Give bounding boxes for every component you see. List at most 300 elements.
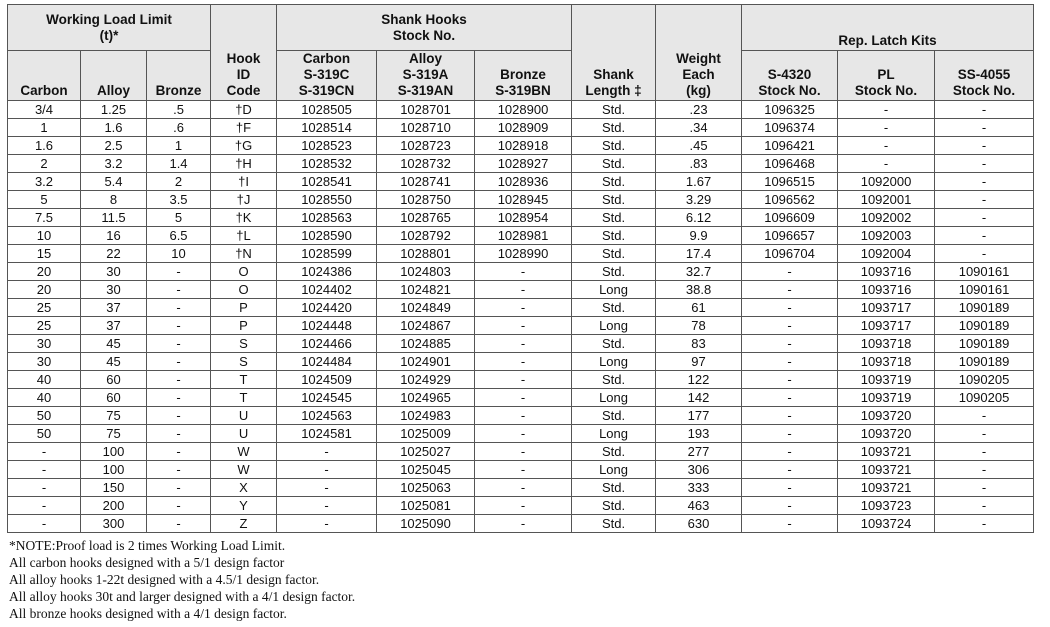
alloy-wll-cell: 22: [81, 245, 147, 263]
pl-cell: 1092004: [838, 245, 935, 263]
carbon-wll-cell: 5: [8, 191, 81, 209]
shank-length-cell: Std.: [572, 155, 656, 173]
carbon-stock-cell: 1028550: [277, 191, 377, 209]
shank-length-cell: Long: [572, 461, 656, 479]
table-row: [8, 479, 1034, 497]
alloy-stock-header: [377, 51, 475, 101]
ss4055-cell: 1090161: [935, 281, 1034, 299]
alloy-wll-cell: 45: [81, 335, 147, 353]
s4320-cell: -: [742, 371, 838, 389]
s4320-cell: 1096657: [742, 227, 838, 245]
carbon-stock-cell: 1028523: [277, 137, 377, 155]
alloy-stock-cell: 1024929: [377, 371, 475, 389]
s4320-cell: 1096515: [742, 173, 838, 191]
alloy-stock-cell: 1028710: [377, 119, 475, 137]
carbon-wll-label: Carbon: [20, 83, 68, 98]
carbon-wll-cell: 20: [8, 263, 81, 281]
weight-cell: 83: [656, 335, 742, 353]
alloy-wll-cell: 30: [81, 263, 147, 281]
alloy-stock-cell: 1024901: [377, 353, 475, 371]
ss4055-cell: -: [935, 479, 1034, 497]
alloy-wll-cell: 75: [81, 425, 147, 443]
hook-id-cell: †J: [211, 191, 277, 209]
ss4055-cell: -: [935, 515, 1034, 533]
bronze-wll-cell: -: [147, 407, 211, 425]
alloy-stock-cell: 1025027: [377, 443, 475, 461]
ss4055-cell: 1090161: [935, 263, 1034, 281]
s4320-cell: -: [742, 461, 838, 479]
weight-cell: .45: [656, 137, 742, 155]
bronze-stock-cell: 1028900: [475, 101, 572, 119]
weight-cell: 463: [656, 497, 742, 515]
weight-cell: 32.7: [656, 263, 742, 281]
alloy-wll-cell: 200: [81, 497, 147, 515]
carbon-stock-cell: 1028541: [277, 173, 377, 191]
bronze-stock-cell: -: [475, 299, 572, 317]
alloy-wll-cell: 75: [81, 407, 147, 425]
pl-cell: -: [838, 137, 935, 155]
table-row: [8, 443, 1034, 461]
carbon-stock-line3: S-319CN: [298, 83, 355, 98]
weight-line1: Weight: [676, 51, 721, 66]
carbon-stock-cell: 1028514: [277, 119, 377, 137]
hook-spec-table: [7, 4, 1034, 533]
bronze-wll-cell: -: [147, 479, 211, 497]
s4320-line1: S-4320: [767, 67, 812, 82]
bronze-wll-header: [147, 51, 211, 101]
alloy-wll-cell: 60: [81, 371, 147, 389]
note-line: All carbon hooks designed with a 5/1 design factor: [9, 555, 285, 570]
alloy-wll-cell: 150: [81, 479, 147, 497]
carbon-wll-cell: 40: [8, 371, 81, 389]
carbon-stock-cell: 1028563: [277, 209, 377, 227]
shank-hooks-stock-header: [277, 5, 572, 51]
table-row: [8, 497, 1034, 515]
ss4055-cell: 1090189: [935, 299, 1034, 317]
carbon-wll-cell: 1: [8, 119, 81, 137]
carbon-stock-cell: 1024563: [277, 407, 377, 425]
hook-id-cell: †K: [211, 209, 277, 227]
hook-id-cell: Y: [211, 497, 277, 515]
alloy-stock-cell: 1025081: [377, 497, 475, 515]
s4320-cell: 1096468: [742, 155, 838, 173]
bronze-wll-cell: .6: [147, 119, 211, 137]
alloy-stock-cell: 1024803: [377, 263, 475, 281]
pl-cell: 1093719: [838, 389, 935, 407]
alloy-stock-cell: 1025045: [377, 461, 475, 479]
bronze-stock-cell: 1028909: [475, 119, 572, 137]
alloy-stock-cell: 1024965: [377, 389, 475, 407]
note-line: All bronze hooks designed with a 4/1 design factor.: [9, 606, 287, 621]
table-body: [8, 101, 1034, 533]
carbon-stock-cell: -: [277, 497, 377, 515]
table-row: [8, 155, 1034, 173]
latch-group-title: Rep. Latch Kits: [838, 33, 937, 48]
shank-length-line2: Length ‡: [585, 83, 642, 98]
table-row: [8, 317, 1034, 335]
bronze-wll-cell: -: [147, 317, 211, 335]
carbon-stock-cell: -: [277, 461, 377, 479]
carbon-wll-cell: 50: [8, 407, 81, 425]
s4320-cell: -: [742, 317, 838, 335]
table-row: [8, 101, 1034, 119]
hook-id-cell: T: [211, 371, 277, 389]
carbon-stock-cell: 1028590: [277, 227, 377, 245]
carbon-wll-cell: -: [8, 497, 81, 515]
alloy-wll-cell: 16: [81, 227, 147, 245]
weight-cell: 9.9: [656, 227, 742, 245]
bronze-stock-cell: 1028936: [475, 173, 572, 191]
alloy-wll-cell: 100: [81, 461, 147, 479]
shank-length-cell: Std.: [572, 245, 656, 263]
shank-length-cell: Long: [572, 353, 656, 371]
bronze-stock-cell: -: [475, 281, 572, 299]
bronze-stock-cell: -: [475, 407, 572, 425]
weight-cell: 97: [656, 353, 742, 371]
hook-id-cell: †L: [211, 227, 277, 245]
hook-id-cell: S: [211, 353, 277, 371]
s4320-cell: -: [742, 353, 838, 371]
table-row: [8, 371, 1034, 389]
weight-cell: 122: [656, 371, 742, 389]
shank-length-cell: Long: [572, 425, 656, 443]
wll-title: Working Load Limit: [46, 12, 172, 27]
alloy-stock-cell: 1028723: [377, 137, 475, 155]
alloy-stock-cell: 1024821: [377, 281, 475, 299]
carbon-wll-cell: 7.5: [8, 209, 81, 227]
shank-length-cell: Std.: [572, 515, 656, 533]
s4320-cell: -: [742, 407, 838, 425]
carbon-wll-cell: 30: [8, 353, 81, 371]
bronze-stock-cell: -: [475, 461, 572, 479]
alloy-stock-cell: 1028701: [377, 101, 475, 119]
bronze-stock-cell: -: [475, 389, 572, 407]
shank-length-cell: Std.: [572, 227, 656, 245]
pl-cell: 1093717: [838, 299, 935, 317]
bronze-wll-cell: -: [147, 443, 211, 461]
working-load-limit-header: [8, 5, 211, 51]
carbon-wll-header: [8, 51, 81, 101]
pl-cell: 1093716: [838, 263, 935, 281]
table-row: [8, 281, 1034, 299]
bronze-wll-cell: -: [147, 515, 211, 533]
shank-length-cell: Std.: [572, 119, 656, 137]
note-line: All alloy hooks 30t and larger designed with a 4/1 design factor.: [9, 589, 356, 604]
shank-length-cell: Std.: [572, 191, 656, 209]
s4320-cell: -: [742, 443, 838, 461]
table-row: [8, 191, 1034, 209]
shank-group-line2: Stock No.: [392, 28, 456, 43]
s4320-cell: 1096374: [742, 119, 838, 137]
carbon-wll-cell: -: [8, 515, 81, 533]
alloy-stock-cell: 1028765: [377, 209, 475, 227]
carbon-wll-cell: 30: [8, 335, 81, 353]
ss4055-cell: 1090189: [935, 317, 1034, 335]
ss4055-cell: -: [935, 173, 1034, 191]
shank-length-cell: Std.: [572, 443, 656, 461]
alloy-wll-cell: 5.4: [81, 173, 147, 191]
weight-cell: 6.12: [656, 209, 742, 227]
alloy-stock-cell: 1028741: [377, 173, 475, 191]
hook-id-cell: Z: [211, 515, 277, 533]
alloy-wll-cell: 1.25: [81, 101, 147, 119]
table-row: [8, 173, 1034, 191]
carbon-stock-cell: 1024509: [277, 371, 377, 389]
carbon-stock-cell: 1024448: [277, 317, 377, 335]
pl-cell: 1093723: [838, 497, 935, 515]
carbon-wll-cell: 3.2: [8, 173, 81, 191]
hook-id-cell: O: [211, 281, 277, 299]
ss4055-cell: -: [935, 191, 1034, 209]
shank-length-cell: Long: [572, 389, 656, 407]
weight-cell: .83: [656, 155, 742, 173]
ss4055-cell: -: [935, 227, 1034, 245]
pl-cell: 1093720: [838, 425, 935, 443]
bronze-wll-cell: 6.5: [147, 227, 211, 245]
weight-line3: (kg): [686, 83, 711, 98]
s4320-cell: 1096325: [742, 101, 838, 119]
alloy-wll-cell: 11.5: [81, 209, 147, 227]
pl-stock-header: [838, 51, 935, 101]
pl-line1: PL: [877, 67, 895, 82]
alloy-stock-cell: 1025009: [377, 425, 475, 443]
bronze-wll-cell: 1: [147, 137, 211, 155]
hook-id-cell: U: [211, 407, 277, 425]
bronze-stock-cell: 1028918: [475, 137, 572, 155]
table-row: [8, 137, 1034, 155]
hook-id-cell: †N: [211, 245, 277, 263]
table-row: [8, 353, 1034, 371]
ss4055-cell: -: [935, 425, 1034, 443]
ss4055-cell: -: [935, 245, 1034, 263]
table-header: [8, 5, 1034, 101]
carbon-stock-cell: 1024484: [277, 353, 377, 371]
alloy-wll-cell: 2.5: [81, 137, 147, 155]
pl-cell: 1093721: [838, 461, 935, 479]
bronze-stock-cell: -: [475, 425, 572, 443]
weight-line2: Each: [682, 67, 715, 82]
bronze-stock-cell: 1028927: [475, 155, 572, 173]
note-line: *NOTE:Proof load is 2 times Working Load Limit.: [9, 538, 286, 553]
carbon-wll-cell: 25: [8, 299, 81, 317]
table-row: [8, 119, 1034, 137]
alloy-wll-header: [81, 51, 147, 101]
s4320-cell: -: [742, 335, 838, 353]
hook-id-cell: W: [211, 461, 277, 479]
alloy-wll-cell: 1.6: [81, 119, 147, 137]
alloy-stock-cell: 1028792: [377, 227, 475, 245]
alloy-stock-cell: 1024983: [377, 407, 475, 425]
ss4055-cell: -: [935, 209, 1034, 227]
alloy-stock-line1: Alloy: [409, 51, 443, 66]
pl-cell: 1093721: [838, 479, 935, 497]
weight-cell: 38.8: [656, 281, 742, 299]
ss4055-stock-header: [935, 51, 1034, 101]
weight-cell: 61: [656, 299, 742, 317]
hook-id-cell: S: [211, 335, 277, 353]
weight-cell: 277: [656, 443, 742, 461]
weight-cell: 3.29: [656, 191, 742, 209]
hook-id-cell: †G: [211, 137, 277, 155]
ss4055-cell: -: [935, 137, 1034, 155]
carbon-stock-cell: 1028532: [277, 155, 377, 173]
bronze-stock-cell: -: [475, 515, 572, 533]
bronze-stock-cell: -: [475, 443, 572, 461]
bronze-wll-label: Bronze: [155, 83, 202, 98]
carbon-stock-cell: 1024420: [277, 299, 377, 317]
alloy-stock-cell: 1025063: [377, 479, 475, 497]
pl-cell: 1093720: [838, 407, 935, 425]
ss4055-line1: SS-4055: [957, 67, 1011, 82]
pl-cell: 1093718: [838, 335, 935, 353]
shank-length-cell: Std.: [572, 299, 656, 317]
s4320-line2: Stock No.: [758, 83, 821, 98]
shank-length-cell: Std.: [572, 407, 656, 425]
shank-length-cell: Std.: [572, 263, 656, 281]
alloy-stock-cell: 1028750: [377, 191, 475, 209]
table-row: [8, 425, 1034, 443]
carbon-stock-cell: 1024402: [277, 281, 377, 299]
alloy-wll-label: Alloy: [96, 83, 130, 98]
bronze-wll-cell: -: [147, 371, 211, 389]
bronze-wll-cell: -: [147, 425, 211, 443]
table-row: [8, 209, 1034, 227]
bronze-stock-cell: -: [475, 479, 572, 497]
carbon-wll-cell: 15: [8, 245, 81, 263]
bronze-stock-cell: 1028981: [475, 227, 572, 245]
s4320-cell: -: [742, 389, 838, 407]
pl-cell: 1093717: [838, 317, 935, 335]
bronze-wll-cell: -: [147, 353, 211, 371]
hook-id-cell: †D: [211, 101, 277, 119]
bronze-stock-cell: -: [475, 497, 572, 515]
pl-cell: 1092002: [838, 209, 935, 227]
table-row: [8, 245, 1034, 263]
pl-line2: Stock No.: [854, 83, 918, 98]
bronze-stock-cell: -: [475, 371, 572, 389]
bronze-stock-cell: 1028954: [475, 209, 572, 227]
ss4055-cell: -: [935, 461, 1034, 479]
pl-cell: 1093724: [838, 515, 935, 533]
ss4055-cell: -: [935, 407, 1034, 425]
carbon-stock-line1: Carbon: [302, 51, 351, 66]
bronze-stock-cell: -: [475, 335, 572, 353]
bronze-wll-cell: 5: [147, 209, 211, 227]
table-row: [8, 335, 1034, 353]
hook-id-cell: X: [211, 479, 277, 497]
ss4055-cell: 1090189: [935, 335, 1034, 353]
bronze-wll-cell: 3.5: [147, 191, 211, 209]
shank-group-line1: Shank Hooks: [381, 12, 467, 27]
shank-length-cell: Std.: [572, 209, 656, 227]
carbon-wll-cell: 10: [8, 227, 81, 245]
carbon-wll-cell: -: [8, 443, 81, 461]
weight-cell: 306: [656, 461, 742, 479]
pl-cell: 1092000: [838, 173, 935, 191]
bronze-stock-cell: 1028945: [475, 191, 572, 209]
alloy-wll-cell: 300: [81, 515, 147, 533]
ss4055-cell: 1090189: [935, 353, 1034, 371]
wll-unit: (t)*: [99, 28, 119, 43]
design-notes: [9, 537, 355, 622]
bronze-wll-cell: -: [147, 461, 211, 479]
ss4055-cell: -: [935, 155, 1034, 173]
bronze-wll-cell: -: [147, 335, 211, 353]
hook-id-cell: †F: [211, 119, 277, 137]
ss4055-cell: -: [935, 101, 1034, 119]
carbon-stock-cell: 1024466: [277, 335, 377, 353]
bronze-stock-header: [475, 51, 572, 101]
bronze-stock-line2: S-319BN: [495, 83, 551, 98]
shank-length-cell: Std.: [572, 335, 656, 353]
pl-cell: 1093718: [838, 353, 935, 371]
pl-cell: -: [838, 101, 935, 119]
hook-id-cell: P: [211, 317, 277, 335]
s4320-cell: -: [742, 515, 838, 533]
weight-header: [656, 5, 742, 101]
bronze-wll-cell: 10: [147, 245, 211, 263]
weight-cell: .34: [656, 119, 742, 137]
alloy-wll-cell: 8: [81, 191, 147, 209]
hook-id-line1: Hook: [226, 51, 261, 66]
table-row: [8, 263, 1034, 281]
latch-kits-header: [742, 5, 1034, 51]
ss4055-cell: -: [935, 443, 1034, 461]
carbon-wll-cell: 40: [8, 389, 81, 407]
s4320-cell: -: [742, 425, 838, 443]
s4320-cell: 1096421: [742, 137, 838, 155]
carbon-stock-cell: -: [277, 515, 377, 533]
bronze-stock-line1: Bronze: [500, 67, 546, 82]
weight-cell: 193: [656, 425, 742, 443]
carbon-wll-cell: -: [8, 479, 81, 497]
note-line: All alloy hooks 1-22t designed with a 4.5/1 design factor.: [9, 572, 320, 587]
bronze-stock-cell: -: [475, 317, 572, 335]
alloy-stock-cell: 1028732: [377, 155, 475, 173]
carbon-wll-cell: -: [8, 461, 81, 479]
bronze-wll-cell: .5: [147, 101, 211, 119]
alloy-wll-cell: 3.2: [81, 155, 147, 173]
carbon-stock-cell: -: [277, 479, 377, 497]
bronze-stock-cell: 1028990: [475, 245, 572, 263]
hook-id-cell: U: [211, 425, 277, 443]
carbon-wll-cell: 3/4: [8, 101, 81, 119]
s4320-stock-header: [742, 51, 838, 101]
hook-id-cell: P: [211, 299, 277, 317]
pl-cell: 1092001: [838, 191, 935, 209]
carbon-wll-cell: 50: [8, 425, 81, 443]
weight-cell: .23: [656, 101, 742, 119]
carbon-stock-cell: -: [277, 443, 377, 461]
pl-cell: 1093721: [838, 443, 935, 461]
table-row: [8, 299, 1034, 317]
ss4055-cell: -: [935, 497, 1034, 515]
bronze-wll-cell: 2: [147, 173, 211, 191]
weight-cell: 333: [656, 479, 742, 497]
pl-cell: -: [838, 155, 935, 173]
shank-length-cell: Long: [572, 281, 656, 299]
weight-cell: 630: [656, 515, 742, 533]
carbon-stock-cell: 1024386: [277, 263, 377, 281]
alloy-stock-cell: 1028801: [377, 245, 475, 263]
ss4055-cell: -: [935, 119, 1034, 137]
carbon-wll-cell: 25: [8, 317, 81, 335]
bronze-stock-cell: -: [475, 353, 572, 371]
s4320-cell: -: [742, 263, 838, 281]
shank-length-cell: Std.: [572, 497, 656, 515]
shank-length-cell: Std.: [572, 371, 656, 389]
weight-cell: 17.4: [656, 245, 742, 263]
